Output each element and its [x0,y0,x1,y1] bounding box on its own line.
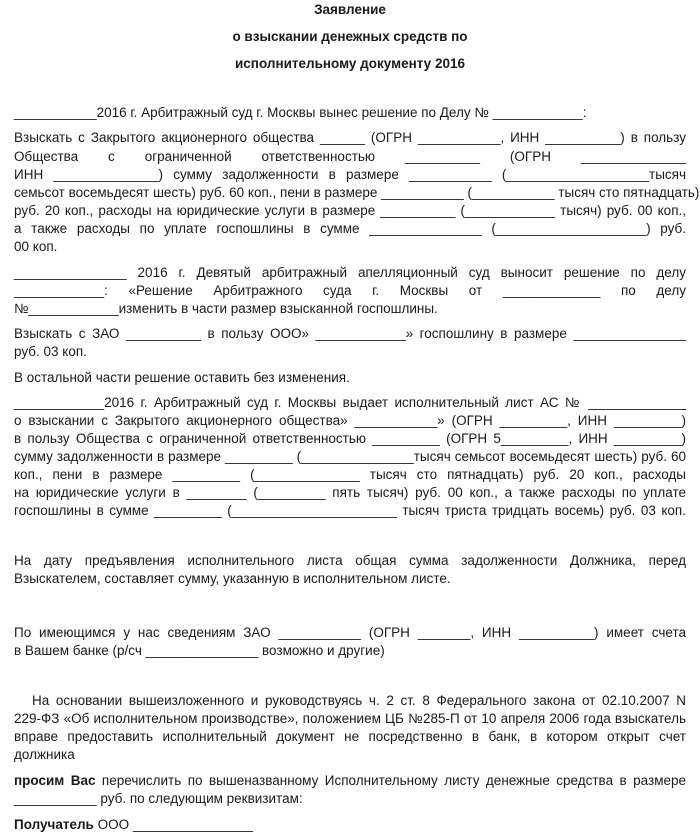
paragraph-legal-basis-line-1: На основании вышеизложенного и руководствуясь ч. 2 ст. 8 Федерального закона от 02.10.2007 N [32,693,686,708]
paragraph-recover-line-3: ИНН ______________) сумму задолженности в размере ___________ (___________________тысяч [14,167,686,182]
paragraph-recover-line-1: Взыскать с Закрытого акционерного общества ______ (ОГРН ___________, ИНН __________) в пользу [14,130,686,145]
paragraph-duty-line-1: Взыскать с ЗАО __________ в пользу ООО» ____________» госпошлину в размере _______________ [14,326,686,341]
document-title: Заявление [314,2,386,17]
paragraph-recover-line-6: а также расходы по уплате госпошлины в сумме _______________ (____________________) руб. [14,221,686,236]
recipient-label: Получатель [14,817,94,832]
paragraph-appeal-line-3: №____________изменить в части размер взысканной госпошлины. [14,301,438,316]
paragraph-recover-line-7: 00 коп. [14,239,58,254]
request-keyword: просим Вас [14,773,96,788]
request-text: перечислить по вышеназванному Исполнительному листу денежные средства в размере [95,773,687,788]
paragraph-legal-basis-line-2: 229-ФЗ «Об исполнительном производстве», положением ЦБ №285-П от 10 апреля 2006 года взыскатель [14,711,686,726]
paragraph-appeal-line-1: _______________ 2016 г. Девятый арбитражный апелляционный суд выносит решение по делу [14,265,686,280]
paragraph-writ-line-4: сумму задолженности в размере _________ (_______________тысяч семьсот восемьдесят шесть) руб. 60 [14,449,686,464]
paragraph-legal-basis-line-3: вправе предоставить исполнительный документ не посредственно в банк, в котором открыт счет [14,729,686,744]
document-subtitle-line-1: о взыскании денежных средств по [232,29,468,44]
paragraph-writ-line-7: госпошлины в сумме _________ (______________________ тысяч триста тридцать восемь) руб. 03 коп. [14,503,686,518]
paragraph-request-line-2: ___________ руб. по следующим реквизитам: [14,791,303,806]
paragraph-recover-line-2: Общества с ограниченной ответственностью __________ (ОГРН ______________ [14,149,686,164]
recipient-value: ООО ________________ [93,817,254,832]
recipient-line [14,816,253,834]
paragraph-writ-line-6: на юридические услуги в ________ (_________ пять тысяч) руб. 00 коп., а также расходы по уплате [14,485,686,500]
paragraph-writ-line-3: в пользу Общества с ограниченной ответственностью _________ (ОГРН 5_________, ИНН _________) [14,431,686,446]
paragraph-debt-total-line-2: Взыскателем, составляет сумму, указанную в исполнительном листе. [14,571,451,586]
paragraph-accounts-line-1: По имеющимся у нас сведениям ЗАО ___________ (ОГРН _______, ИНН __________) имеет счета [14,625,686,640]
paragraph-legal-basis-line-4: должника [14,747,75,762]
paragraph-duty-line-2: руб. 03 коп. [14,344,87,359]
paragraph-accounts-line-2: в Вашем банке (р/сч _______________ возможно и другие) [14,643,385,658]
paragraph-writ-line-5: коп., пени в размере _________ (______________ тысяч сто пятнадцать) руб. 20 коп., расходы [14,467,686,482]
paragraph-writ-line-1: ____________2016 г. Арбитражный суд г. Москвы выдает исполнительный лист АС № _____________ [14,395,686,410]
paragraph-debt-total-line-1: На дату предъявления исполнительного листа общая сумма задолженности Должника, перед [14,553,686,568]
paragraph-recover-line-5: руб. 20 коп., расходы на юридические услуги в размере __________ (____________ тысяч) руб. 00 коп., [14,203,686,218]
paragraph-decision-line-1: ___________2016 г. Арбитражный суд г. Москвы вынес решение по Делу № ____________: [14,105,587,120]
paragraph-writ-line-2: о взыскании с Закрытого акционерного общества» ___________» (ОГРН _________, ИНН _________) [14,413,686,428]
paragraph-appeal-line-2: ____________: «Решение Арбитражного суда г. Москвы от _____________ по делу [14,283,686,298]
paragraph-unchanged: В остальной части решение оставить без изменения. [14,370,350,385]
paragraph-recover-line-4: семьсот восемьдесят шесть) руб. 60 коп., пени в размере ___________ (___________ тысяч сто пятнадцать) [14,185,700,200]
document-subtitle-line-2: исполнительному документу 2016 [235,56,465,71]
paragraph-request-line-1 [14,772,686,790]
